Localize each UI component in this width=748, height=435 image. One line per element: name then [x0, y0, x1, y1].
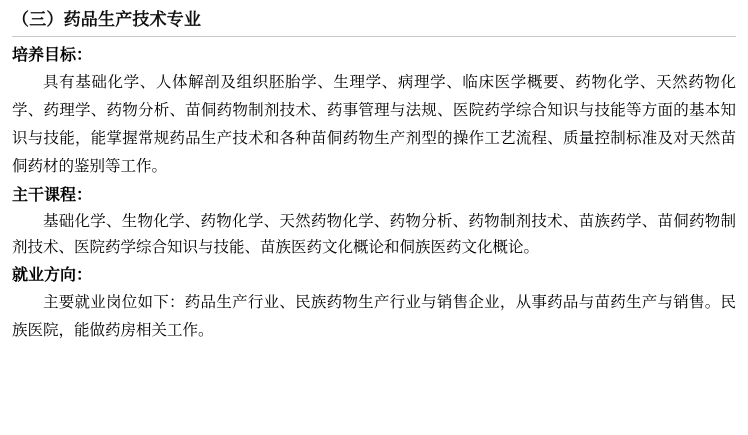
- title-divider: [12, 36, 736, 37]
- section-core-courses: [12, 183, 736, 261]
- section-body-training-goal: 具有基础化学、人体解剖及组织胚胎学、生理学、病理学、临床医学概要、药物化学、天然药物化学、药理学、药物分析、苗侗药物制剂技术、药事管理与法规、医院药学综合知识与技能等方面的基本知识与技能，能掌握常规药品生产技术和各种苗侗药物生产剂型的操作工艺流程、质量控制标准及对天然苗侗药材的鉴别等工作。: [12, 74, 736, 175]
- section-heading-employment: 就业方向：: [12, 267, 93, 284]
- section-body-core-courses: 基础化学、生物化学、药物化学、天然药物化学、药物分析、药物制剂技术、苗族药学、苗侗药物制剂技术、医院药学综合知识与技能、苗族医药文化概论和侗族医药文化概论。: [12, 213, 736, 256]
- section-training-goal: [12, 43, 736, 181]
- section-heading-training-goal: 培养目标：: [12, 47, 93, 64]
- page-title: （三）药品生产技术专业: [12, 10, 202, 29]
- section-heading-core-courses: 主干课程：: [12, 187, 93, 204]
- section-employment: [12, 263, 736, 345]
- section-body-employment: 主要就业岗位如下：药品生产行业、民族药物生产行业与销售企业，从事药品与苗药生产与销售。民族医院，能做药房相关工作。: [12, 294, 736, 339]
